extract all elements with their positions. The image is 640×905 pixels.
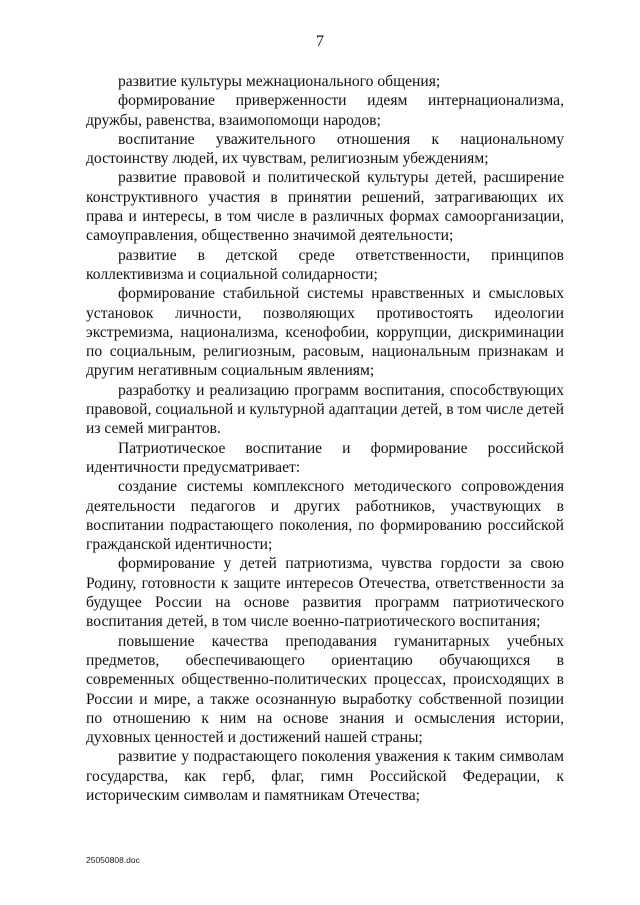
- paragraph: формирование приверженности идеям интернационализма, дружбы, равенства, взаимопомощи народов;: [86, 92, 564, 129]
- paragraph: формирование стабильной системы нравственных и смысловых установок личности, позволяющих противостоять идеологии экстремизма, национализма, ксенофобии, коррупции, дискриминации по социальным, религиозным, расовым, национальным признакам и другим негативным социальным явлениям;: [86, 285, 564, 380]
- paragraph: воспитание уважительного отношения к национальному достоинству людей, их чувствам, религиозным убеждениям;: [86, 130, 564, 168]
- paragraph: разработку и реализацию программ воспитания, способствующих правовой, социальной и культурной адаптации детей, в том числе детей из семей мигрантов.: [86, 381, 564, 438]
- footer-filename: 25050808.doc: [86, 855, 140, 865]
- paragraph: формирование у детей патриотизма, чувства гордости за свою Родину, готовности к защите интересов Отечества, ответственности за будущее России на основе развития программ патриотического воспитания детей, в том числе военно-патриотического воспитания;: [86, 555, 564, 631]
- paragraph: развитие культуры межнационального общения;: [118, 73, 441, 90]
- document-body: [86, 72, 564, 805]
- paragraph: Патриотическое воспитание и формирование российской идентичности предусматривает:: [86, 439, 564, 476]
- paragraph: повышение качества преподавания гуманитарных учебных предметов, обеспечивающего ориентацию обучающихся в современных общественно-политических процессах, происходящих в России и мире, а также осознанную выработку собственной позиции по отношению к ним на основе знания и осмысления истории, духовных ценностей и достижений нашей страны;: [86, 632, 564, 747]
- paragraph: создание системы комплексного методического сопровождения деятельности педагогов и других работников, участвующих в воспитании подрастающего поколения, по формированию российской гражданской идентичности;: [86, 478, 564, 554]
- page-number: 7: [316, 33, 324, 50]
- paragraph: развитие правовой и политической культуры детей, расширение конструктивного участия в принятии решений, затрагивающих их права и интересы, в том числе в различных формах самоорганизации, самоуправления, общественно значимой деятельности;: [86, 169, 564, 245]
- paragraph: развитие в детской среде ответственности, принципов коллективизма и социальной солидарности;: [86, 246, 564, 283]
- paragraph: развитие у подрастающего поколения уважения к таким символам государства, как герб, флаг, гимн Российской Федерации, к историческим символам и памятникам Отечества;: [86, 748, 564, 804]
